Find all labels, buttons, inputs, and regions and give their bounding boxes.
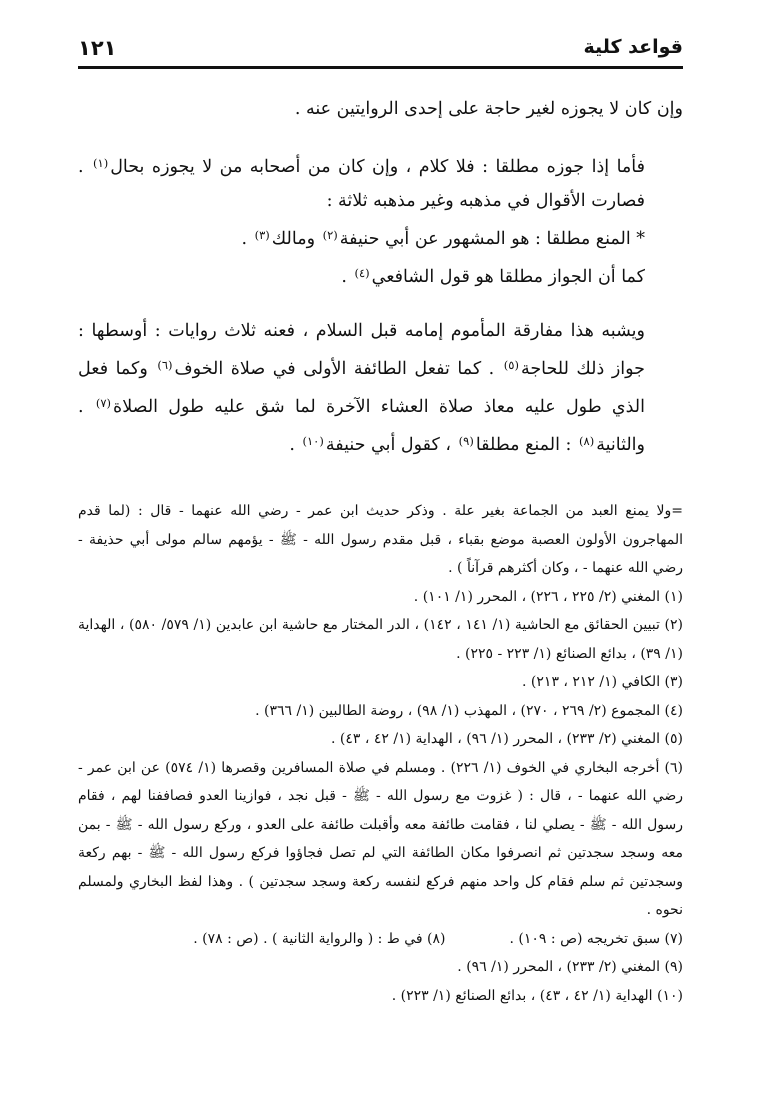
paragraph-text: وكما فعل الذي طول عليه معاذ صلاة العشاء الآخرة لما شق عليه طول الصلاة [78,359,645,417]
paragraph [78,314,683,462]
page-header [78,36,683,69]
footnote-ref[interactable]: (٩) [458,434,474,448]
paragraph-text: : المنع مطلقا [475,435,578,455]
footnote-ref[interactable]: (٣) [254,228,270,242]
footnote: (٥) المغني (٢/ ٢٣٣) ، المحرر (١/ ٩٦) ، الهداية (١/ ٤٢ ، ٤٣) . [331,731,683,747]
footnote-ref[interactable]: (١) [93,156,109,170]
paragraph [78,92,683,126]
footnote: (٦) أخرجه البخاري في الخوف (١/ ٢٢٦) . ومسلم في صلاة المسافرين وقصرها (١/ ٥٧٤) عن ابن عمر - رضي الله عنهما - ، قال : ( غزوت مع رسول الله - ﷺ - قبل نجد ، فوازينا العدو فصاففنا لهم ، فقام رسول الله - ﷺ - يصلي لنا ، فقامت طائفة معه وأقبلت طائفة على العدو ، وركع رسول الله - ﷺ - بمن معه وسجد سجدتين ثم انصرفوا مكان الطائفة التي لم تصل فجاؤوا فركع رسول الله - ﷺ - بهم ركعة وسجدتين ثم سلم فقام كل واحد منهم فركع لنفسه ركعة وسجد سجدتين ) . وهذا لفظ البخاري ولمسلم نحوه . [78,759,684,918]
paragraph-text: . فصارت الأقوال في مذهبه وغير مذهبه ثلاثة : [78,157,645,211]
footnote-line [78,925,683,954]
paragraph-text: . كما تفعل الطائفة الأولى في صلاة الخوف [174,359,502,379]
footnote-ref[interactable]: (٥) [503,358,519,372]
footnote: (٨) في ط : ( والرواية الثانية ) . (ص : ٧٨) . [193,930,446,947]
paragraph-text: كما أن الجواز مطلقا هو قول الشافعي [371,267,645,287]
paragraph-text: فأما إذا جوزه مطلقا : فلا كلام ، وإن كان من أصحابه من لا يجوزه بحال [110,157,645,177]
list-item [78,218,683,256]
paragraph-text: * المنع مطلقا : هو المشهور عن أبي حنيفة [339,229,645,249]
footnote-ref[interactable]: (٢) [322,228,338,242]
paragraph-text: ومالك [271,229,321,249]
footnote-ref[interactable]: (١٠) [302,434,324,448]
footnote: (١) المغني (٢/ ٢٢٥ ، ٢٢٦) ، المحرر (١/ ١٠١) . [413,588,683,605]
footnote: (٤) المجموع (٢/ ٢٦٩ ، ٢٧٠) ، المهذب (١/ ٩٨) ، روضة الطالبين (١/ ٣٦٦) . [255,702,683,719]
footnote: (٧) سبق تخريجه (ص : ١٠٩) . [509,930,683,947]
footnote: (٩) المغني (٢/ ٢٣٣) ، المحرر (١/ ٩٦) . [457,959,683,975]
paragraph-text: ، كقول أبي حنيفة [325,435,457,455]
footnote-ref[interactable]: (٤) [354,266,370,280]
paragraph-text: وإن كان لا يجوزه لغير حاجة على إحدى الروايتين عنه . [294,99,683,119]
footnote-ref[interactable]: (٨) [579,434,595,448]
list-item [78,256,683,294]
footnote: (٣) الكافي (١/ ٢١٢ ، ٢١٣) . [522,674,683,690]
footnote-continuation: =ولا يمنع العبد من الجماعة بغير علة . وذكر حديث ابن عمر - رضي الله عنهما - قال : (لما قدم المهاجرون الأولون العصبة موضع بقباء ، قبل مقدم رسول الله - ﷺ - يؤمهم سالم مولى أبي حذيفة - رضي الله عنهما - ، وكان أكثرهم قرآناً ) . [78,503,683,576]
footnote-ref[interactable]: (٦) [157,358,173,372]
running-title: قواعد كلية [583,36,683,58]
footnote: (١٠) الهداية (١/ ٤٢ ، ٤٣) ، بدائع الصنائع (١/ ٢٢٣) . [391,987,683,1004]
page-number: ١٢١ [78,36,117,60]
paragraph-text: . والثانية [78,397,645,455]
footnotes [78,497,683,1010]
paragraph-text: . [341,267,353,287]
main-text [78,92,683,462]
footnote: (٢) تبيين الحقائق مع الحاشية (١/ ١٤١ ، ١٤٢) ، الدر المختار مع حاشية ابن عابدين (١/ ٥٧٩/ ٥٨٠) ، الهداية (١/ ٣٩) ، بدائع الصنائع (١/ ٢٢٣ - ٢٢٥) . [78,617,683,662]
paragraph [78,146,683,218]
paragraph-text: . [241,229,253,249]
footnote-ref[interactable]: (٧) [95,396,112,410]
paragraph-text: ويشبه هذا مفارقة المأموم إمامه قبل السلام ، فعنه ثلاث روايات : أوسطها : جواز ذلك للحاجة [78,321,645,379]
paragraph-text: . [289,435,301,455]
